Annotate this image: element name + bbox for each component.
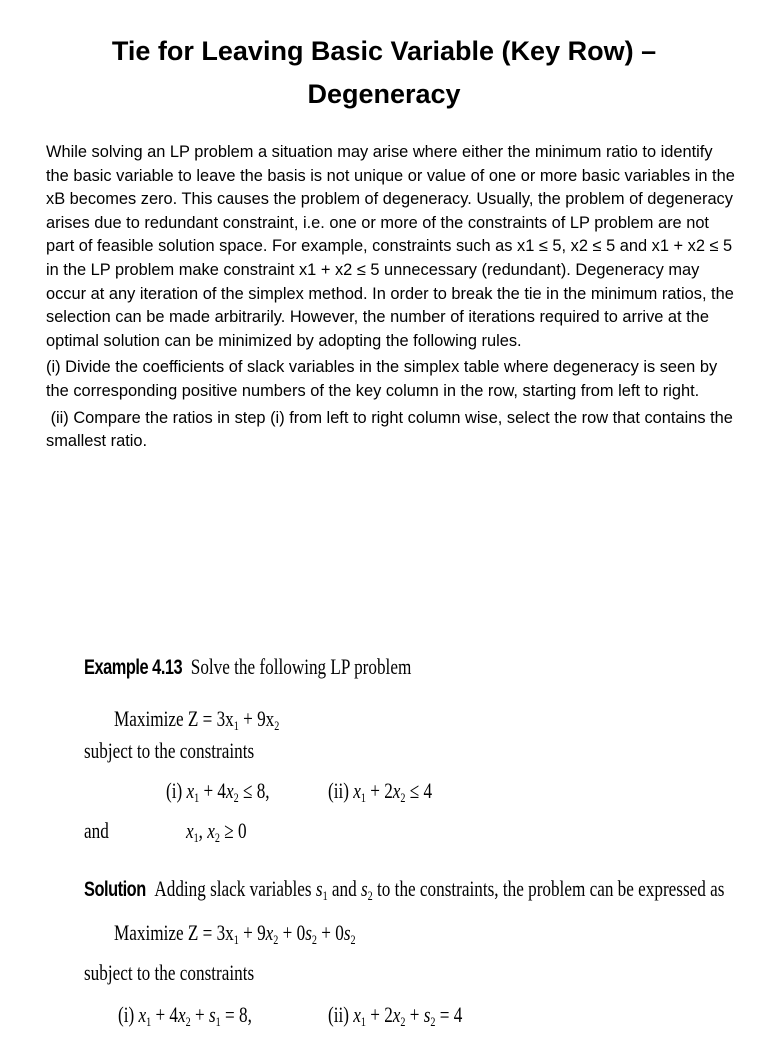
c1-label: (i) xyxy=(166,778,187,803)
objective-mid: + 9x xyxy=(238,706,275,731)
sub-2: 2 xyxy=(274,718,280,733)
and-label: and xyxy=(84,818,109,843)
example-constraint-2: (ii) $x_1 + 2x_2 \le 4$ xyxy=(328,778,433,805)
solution-constraint-1: (i) $x_1 + 4x_2 + s_1 = 8$, xyxy=(118,1002,252,1029)
paragraph-rule-1: (i) Divide the coefficients of slack variables in the simplex table where degeneracy is seen by the corresponding positive numbers of the key column in the row, starting from left to right. xyxy=(46,358,718,400)
example-heading: Example 4.13 xyxy=(84,656,183,679)
example-intro: Solve the following LP problem xyxy=(190,654,412,679)
solution-intro-b: and xyxy=(327,876,361,901)
sub-1: 1 xyxy=(233,718,239,733)
example-constraint-1: (i) $x_1 + 4x_2 \le 8$, xyxy=(166,778,270,805)
example-nonneg: $x_1$, $x_2 \ge 0$ xyxy=(186,818,247,845)
subject-to-text: subject to the constraints xyxy=(84,738,255,763)
solution-c2-label: (ii) xyxy=(328,1002,354,1027)
body-text xyxy=(46,141,736,454)
solution-objective-prefix: Maximize Z = 3x xyxy=(114,920,234,945)
c2-label: (ii) xyxy=(328,778,354,803)
solution-heading: Solution xyxy=(84,878,146,901)
paragraph-rule-2: (ii) Compare the ratios in step (i) from left to right column wise, select the row that contains the smallest ratio. xyxy=(46,408,738,451)
objective-prefix: Maximize Z = 3x xyxy=(114,706,234,731)
paragraph-degeneracy: While solving an LP problem a situation may arise where either the minimum ratio to identify the basic variable to leave the basis is not unique or value of one or more basic variables in the xB becomes zero. This causes the problem of degeneracy. Usually, the problem of degeneracy arises due to redundant constraint, i.e. one or more of the constraints of LP problem are not part of feasible solution space. For example, constraints such as x1 ≤ 5, x2 ≤ 5 and x1 + x2 ≤ 5 in the LP problem make constraint x1 + x2 ≤ 5 unnecessary (redundant). Degeneracy may occur at any iteration of the simplex method. In order to break the tie in the minimum ratios, the selection can be made arbitrarily. However, the number of iterations required to arrive at the optimal solution can be minimized by adopting the following rules. xyxy=(46,143,735,350)
solution-constraint-2: (ii) $x_1 + 2x_2 + s_2 = 4$ xyxy=(328,1002,463,1029)
solution-objective: Maximize $Z = 3x_1 + 9x_2 + 0s_2 + 0s_2$ xyxy=(114,920,356,947)
page-title: Tie for Leaving Basic Variable (Key Row) – Degeneracy xyxy=(111,36,657,109)
solution-intro-a: Adding slack variables xyxy=(154,876,316,901)
solution-c1-label: (i) xyxy=(118,1002,139,1027)
solution-heading-line: Solution Adding slack variables $s_1$ and $s_2$ to the constraints, the problem can be expressed as xyxy=(84,876,725,903)
nonneg: ≥ 0 xyxy=(224,818,247,843)
solution-intro-c: to the constraints, the problem can be expressed as xyxy=(372,876,725,901)
solution-subject-to-text: subject to the constraints xyxy=(84,960,255,985)
